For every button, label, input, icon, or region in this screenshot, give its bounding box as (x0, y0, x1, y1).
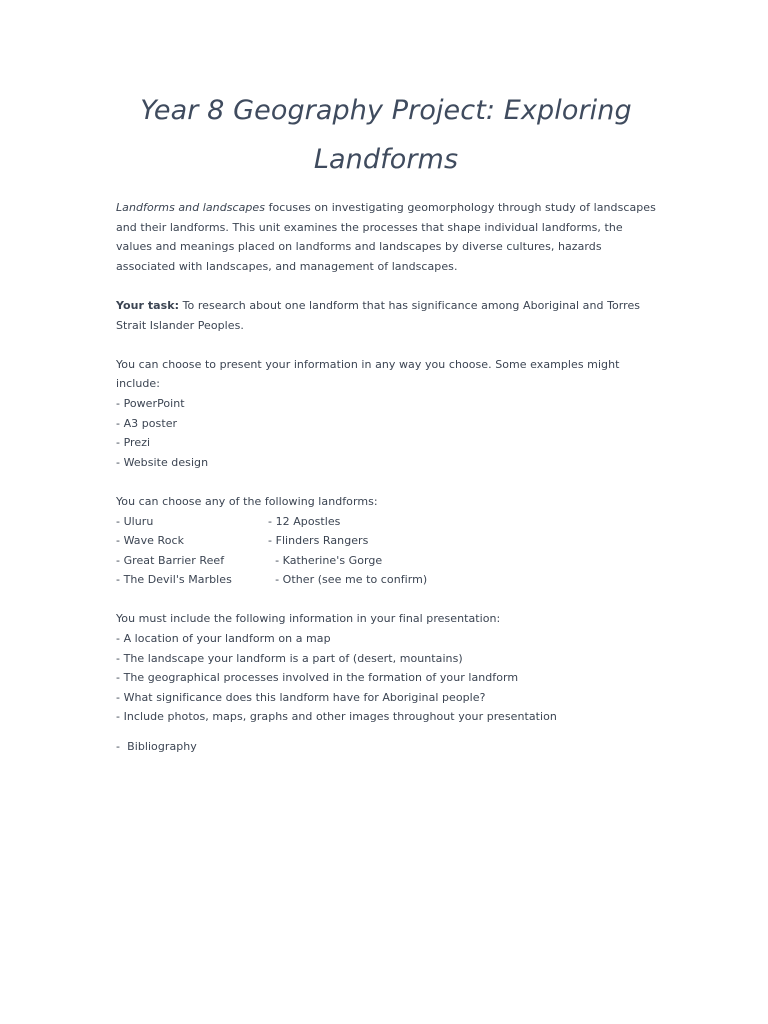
task-label: Your task: (116, 298, 180, 312)
requirements-list (116, 629, 656, 727)
list-item: - The landscape your landform is a part of (desert, mountains) (116, 651, 463, 665)
list-item: - The geographical processes involved in the formation of your landform (116, 671, 519, 685)
intro-paragraph (116, 198, 656, 276)
landform-item: - Great Barrier Reef (116, 553, 225, 567)
document-body (116, 198, 656, 757)
landform-item: - Wave Rock (116, 534, 185, 548)
presentation-options-list (116, 394, 656, 472)
task-text: To research about one landform that has significance among Aboriginal and Torres Strait Islander Peoples. (116, 298, 641, 332)
list-item: - Include photos, maps, graphs and other images throughout your presentation (116, 710, 557, 724)
landform-item: - Katherine's Gorge (268, 553, 383, 567)
landform-item: - The Devil's Marbles (116, 573, 232, 587)
landform-item: - Flinders Rangers (268, 534, 369, 548)
presentation-intro: You can choose to present your information in any way you choose. Some examples might include: (116, 357, 620, 391)
intro-italic-lead: Landforms and landscapes (116, 201, 266, 214)
landform-item: - 12 Apostles (268, 514, 341, 528)
document-title: Year 8 Geography Project: Exploring Landforms (140, 95, 632, 175)
landforms-intro: You can choose any of the following landforms: (116, 494, 378, 508)
list-item: - A3 poster (116, 416, 178, 430)
list-item: - What significance does this landform have for Aboriginal people? (116, 690, 486, 704)
landform-item: - Uluru (116, 514, 154, 528)
intro-text: focuses on investigating geomorphology through study of landscapes and their landforms. This unit examines the processes that shape individual landforms, the values and meanings placed on landforms and landscapes by diverse cultures, hazards associated with landscapes, and management of landscapes. (116, 201, 656, 273)
list-item: - A location of your landform on a map (116, 632, 331, 646)
list-item: - Prezi (116, 436, 151, 450)
list-item: - Website design (116, 455, 209, 469)
task-paragraph (116, 296, 656, 335)
list-item: - PowerPoint (116, 396, 185, 410)
requirements-intro: You must include the following information in your final presentation: (116, 612, 501, 626)
bibliography-item: - Bibliography (116, 740, 197, 754)
landform-item: - Other (see me to confirm) (268, 573, 428, 587)
landforms-list (116, 512, 656, 590)
